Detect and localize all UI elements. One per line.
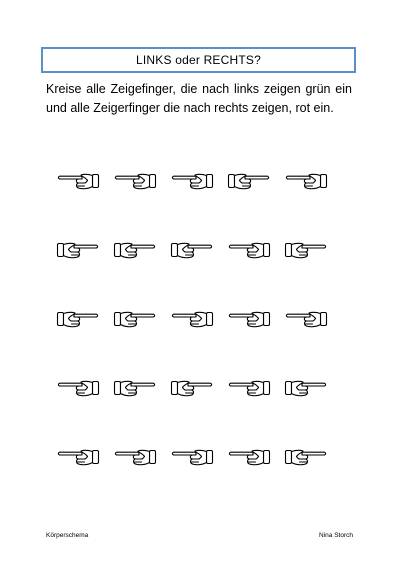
pointing-hand-left-icon[interactable] xyxy=(227,306,271,332)
pointing-hand-right-icon[interactable] xyxy=(284,444,328,470)
footer-author: Nina Storch xyxy=(319,532,353,539)
pointing-hand-right-icon[interactable] xyxy=(56,237,100,263)
pointing-hand-left-icon[interactable] xyxy=(227,237,271,263)
pointing-hand-right-icon[interactable] xyxy=(56,306,100,332)
hand-grid xyxy=(56,168,346,488)
pointing-hand-right-icon[interactable] xyxy=(170,375,214,401)
pointing-hand-left-icon[interactable] xyxy=(113,444,157,470)
pointing-hand-left-icon[interactable] xyxy=(56,375,100,401)
pointing-hand-left-icon[interactable] xyxy=(56,168,100,194)
worksheet-title: LINKS oder RECHTS? xyxy=(136,53,261,67)
pointing-hand-right-icon[interactable] xyxy=(284,237,328,263)
pointing-hand-right-icon[interactable] xyxy=(284,375,328,401)
pointing-hand-left-icon[interactable] xyxy=(284,306,328,332)
pointing-hand-left-icon[interactable] xyxy=(113,168,157,194)
pointing-hand-left-icon[interactable] xyxy=(170,306,214,332)
footer-subject: Körperschema xyxy=(46,532,89,539)
pointing-hand-right-icon[interactable] xyxy=(113,237,157,263)
pointing-hand-right-icon[interactable] xyxy=(113,375,157,401)
pointing-hand-right-icon[interactable] xyxy=(113,306,157,332)
pointing-hand-left-icon[interactable] xyxy=(170,168,214,194)
pointing-hand-right-icon[interactable] xyxy=(170,237,214,263)
pointing-hand-left-icon[interactable] xyxy=(56,444,100,470)
pointing-hand-left-icon[interactable] xyxy=(227,444,271,470)
worksheet-instructions: Kreise alle Zeigefinger, die nach links zeigen grün ein und alle Zeigerfinger die nach rechts zeigen, rot ein. xyxy=(46,82,352,115)
pointing-hand-left-icon[interactable] xyxy=(284,168,328,194)
pointing-hand-left-icon[interactable] xyxy=(227,375,271,401)
pointing-hand-right-icon[interactable] xyxy=(227,168,271,194)
pointing-hand-left-icon[interactable] xyxy=(170,444,214,470)
worksheet-title-box xyxy=(41,47,356,73)
